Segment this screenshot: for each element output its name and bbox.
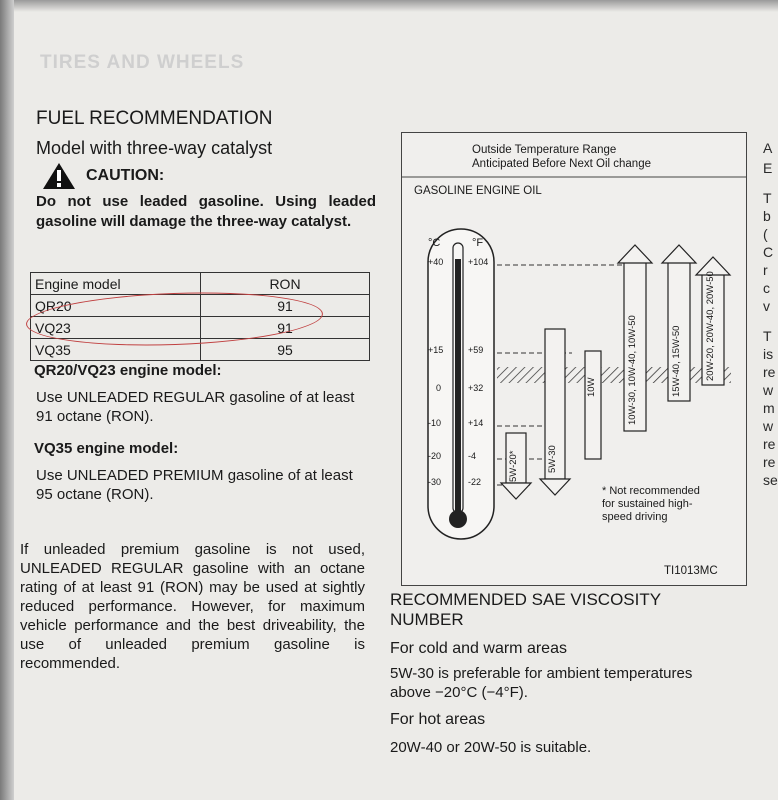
hot-areas-text: 20W-40 or 20W-50 is suitable. xyxy=(390,739,592,756)
diagram-note xyxy=(602,485,742,524)
right-margin-char: re xyxy=(763,364,776,380)
grade-label: 5W-30 xyxy=(547,445,558,473)
qr-vq-text: Use UNLEADED REGULAR gasoline of at least 91 octane (RON). xyxy=(36,389,355,425)
right-margin-char: T xyxy=(763,190,772,206)
diagram-title: GASOLINE ENGINE OIL xyxy=(414,185,542,197)
qr-vq-heading: QR20/VQ23 engine model: xyxy=(34,362,222,379)
ron-cell: 95 xyxy=(201,339,370,361)
fahrenheit-tick: +32 xyxy=(468,383,484,393)
fahrenheit-tick: +14 xyxy=(468,418,484,428)
celsius-tick: +15 xyxy=(428,345,444,355)
note-line: speed driving xyxy=(602,511,668,523)
right-margin-char: re xyxy=(763,454,776,470)
oil-temperature-diagram xyxy=(401,132,747,586)
fahrenheit-tick: +104 xyxy=(468,257,489,267)
right-margin-char: v xyxy=(763,298,770,314)
diagram-header-line2: Anticipated Before Next Oil change xyxy=(472,158,651,170)
note-line: for sustained high- xyxy=(602,498,693,510)
caution-text: Do not use leaded gasoline. Using leaded gasoline will damage the three-way catalyst. xyxy=(36,193,376,230)
grade-label: 5W-20* xyxy=(508,450,519,482)
engine-model-cell: VQ35 xyxy=(31,339,201,361)
right-margin-char: E xyxy=(763,160,773,176)
page-binding-shadow xyxy=(0,0,14,800)
engine-model-cell: QR20 xyxy=(31,295,201,317)
right-margin-char: b xyxy=(763,208,771,224)
right-margin-char: ( xyxy=(763,226,768,242)
table-header-row xyxy=(31,273,370,295)
grade-label: 10W xyxy=(586,377,597,397)
figure-code: TI1013MC xyxy=(664,565,718,577)
grade-label: 10W-30, 10W-40, 10W-50 xyxy=(627,315,638,425)
right-margin-char: r xyxy=(763,262,768,278)
hot-areas-heading: For hot areas xyxy=(390,711,486,728)
celsius-tick: 0 xyxy=(436,383,442,393)
cold-areas-text: 5W-30 is preferable for ambient temperatures above −20°C (−4°F). xyxy=(390,665,693,701)
right-margin-char: w xyxy=(763,418,774,434)
thermometer-bulb xyxy=(449,510,467,528)
right-margin-char: re xyxy=(763,436,776,452)
right-margin-char: m xyxy=(763,400,775,416)
engine-model-cell: VQ23 xyxy=(31,317,201,339)
cold-areas-heading: For cold and warm areas xyxy=(390,640,567,657)
fahrenheit-unit: °F xyxy=(472,237,484,249)
warning-icon xyxy=(42,162,76,190)
header-ghost: TIRES AND WHEELS xyxy=(40,52,245,73)
premium-note-text: If unleaded premium gasoline is not used, UNLEADED REGULAR gasoline with an octane rating of at least 91 (RON) may be used at sightly reduced performance. However, for maximum vehicle performance and the best driveability, the use of unleaded premium gasoline is recommended. xyxy=(20,541,365,672)
fuel-subtitle: Model with three-way catalyst xyxy=(36,138,273,158)
ron-cell: 91 xyxy=(201,317,370,339)
right-margin-char: se xyxy=(763,472,778,488)
celsius-tick: +40 xyxy=(428,257,444,267)
fahrenheit-tick: -22 xyxy=(468,477,482,487)
grade-label: 15W-40, 15W-50 xyxy=(671,325,682,397)
diagram-header-line1: Outside Temperature Range xyxy=(472,144,617,156)
viscosity-title: RECOMMENDED SAE VISCOSITY NUMBER xyxy=(390,590,661,629)
caution-row xyxy=(42,162,164,190)
celsius-unit: °C xyxy=(428,237,441,249)
page-top-shadow xyxy=(0,0,778,12)
note-line: * Not recommended xyxy=(602,485,700,497)
right-margin-char: C xyxy=(763,244,774,260)
right-margin-char: is xyxy=(763,346,774,362)
celsius-tick: -30 xyxy=(428,477,442,487)
celsius-tick: -20 xyxy=(428,451,442,461)
grade-label: 20W-20, 20W-40, 20W-50 xyxy=(705,271,716,381)
thermometer-mercury xyxy=(455,259,461,513)
right-margin-char: T xyxy=(763,328,772,344)
header-engine-model: Engine model xyxy=(31,273,201,295)
fahrenheit-tick: +59 xyxy=(468,345,484,355)
hatched-band xyxy=(497,367,731,383)
right-margin-char: w xyxy=(763,382,774,398)
caution-label: CAUTION: xyxy=(86,167,165,184)
ron-cell: 91 xyxy=(201,295,370,317)
vq35-heading: VQ35 engine model: xyxy=(34,440,179,457)
fuel-title: FUEL RECOMMENDATION xyxy=(36,108,273,129)
right-margin-char: A xyxy=(763,140,773,156)
fahrenheit-tick: -4 xyxy=(468,451,477,461)
right-margin-char: c xyxy=(763,280,770,296)
header-ron: RON xyxy=(201,273,370,295)
celsius-tick: -10 xyxy=(428,418,442,428)
vq35-text: Use UNLEADED PREMIUM gasoline of at least 95 octane (RON). xyxy=(36,467,353,503)
